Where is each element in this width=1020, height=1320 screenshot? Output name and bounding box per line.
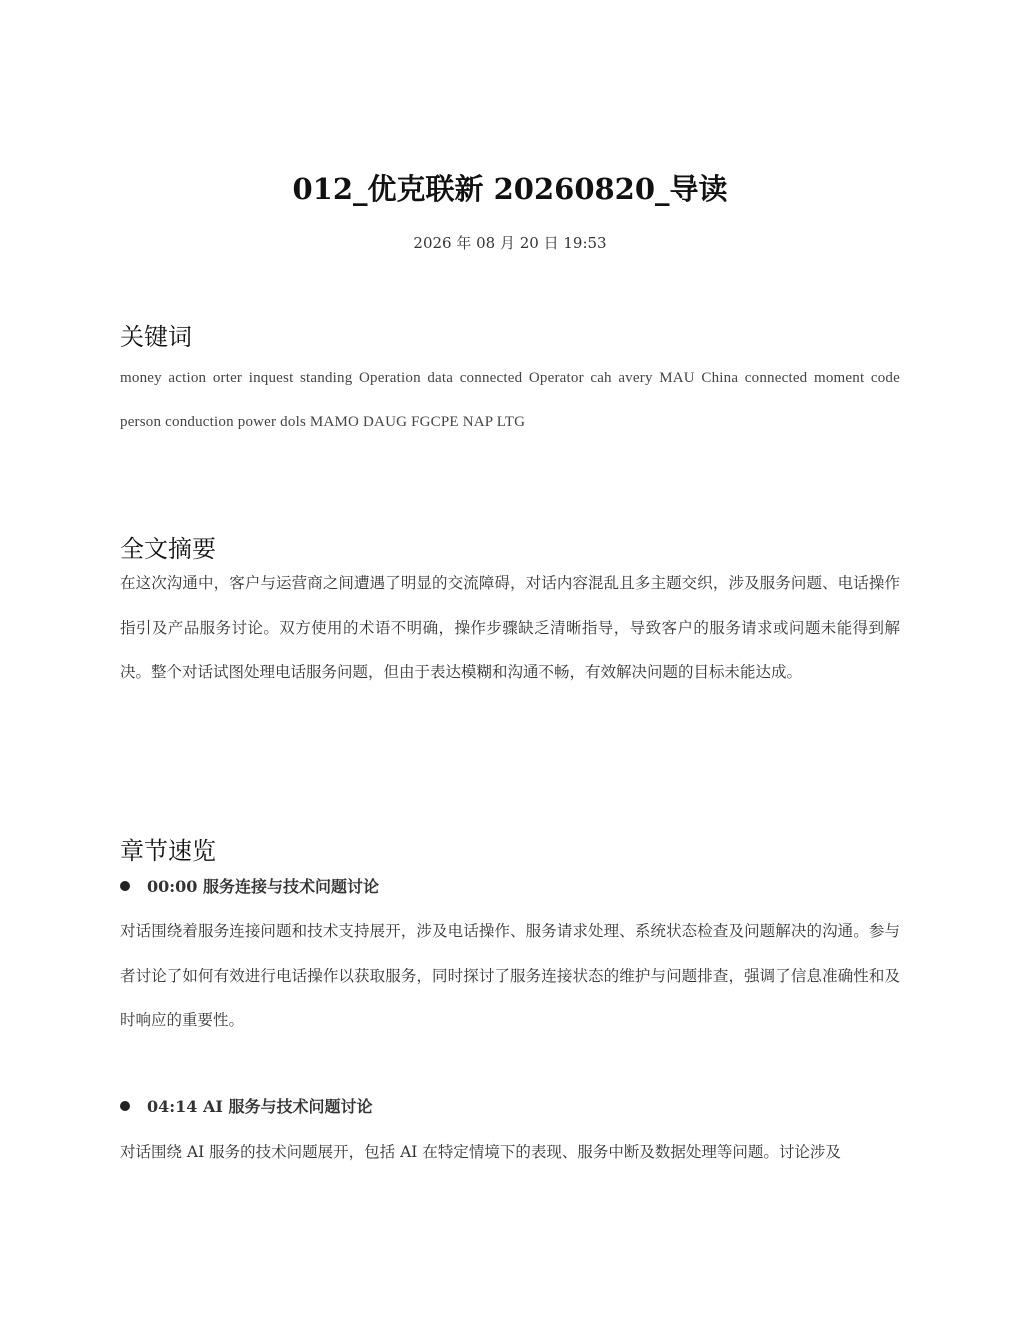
- chapter-2-name: AI 服务与技术问题讨论: [203, 1097, 373, 1116]
- chapters-heading: 章节速览: [120, 836, 216, 865]
- keywords-heading: 关键词: [120, 322, 192, 351]
- chapter-1-text: 对话围绕着服务连接问题和技术支持展开，涉及电话操作、服务请求处理、系统状态检查及问题解决的沟通。参与者讨论了如何有效进行电话操作以获取服务，同时探讨了服务连接状态的维护与问题排查，强调了信息准确性和及时响应的重要性。: [120, 922, 900, 1029]
- chapter-2-title: [120, 1095, 900, 1119]
- keywords-text: money action orter inquest standing Operation data connected Operator cah avery MAU China connected moment code person conduction power dols MAMO DAUG FGCPE NAP LTG: [120, 370, 900, 430]
- chapter-1-name: 服务连接与技术问题讨论: [203, 877, 380, 896]
- chapter-2-text: 对话围绕 AI 服务的技术问题展开，包括 AI 在特定情境下的表现、服务中断及数据处理等问题。讨论涉及: [120, 1143, 841, 1161]
- summary-text: 在这次沟通中，客户与运营商之间遭遇了明显的交流障碍，对话内容混乱且多主题交织，涉及服务问题、电话操作指引及产品服务讨论。双方使用的术语不明确，操作步骤缺乏清晰指导，导致客户的服务请求或问题未能得到解决。整个对话试图处理电话服务问题，但由于表达模糊和沟通不畅，有效解决问题的目标未能达成。: [120, 574, 900, 681]
- bullet-icon: [120, 1101, 130, 1111]
- chapter-1-time: 00:00: [147, 877, 198, 896]
- summary-heading: 全文摘要: [120, 534, 216, 563]
- chapter-1-title: [120, 875, 900, 899]
- bullet-icon: [120, 881, 130, 891]
- document-date: 2026 年 08 月 20 日 19:53: [413, 234, 607, 252]
- chapter-2-time: 04:14: [147, 1097, 198, 1116]
- document-title: 012_优克联新 20260820_导读: [292, 172, 728, 207]
